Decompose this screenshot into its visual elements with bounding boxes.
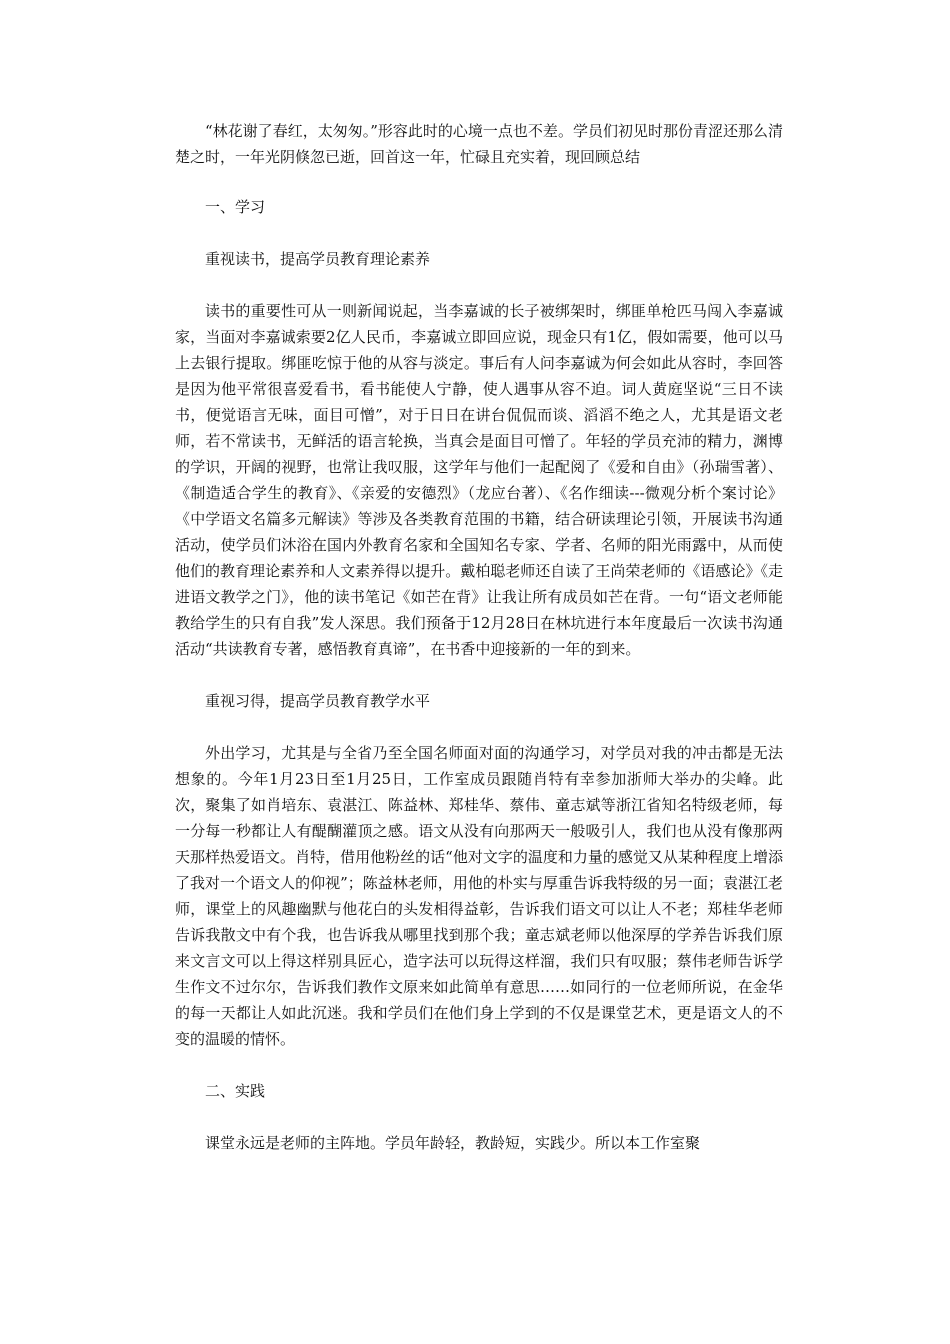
intro-paragraph: “林花谢了春红，太匆匆。”形容此时的心境一点也不差。学员们初见时那份青涩还那么清楚之时，一年光阴倏忽已逝，回首这一年，忙碌且充实着，现回顾总结 xyxy=(175,122,783,166)
subheading-reading: 重视读书，提高学员教育理论素养 xyxy=(205,250,431,268)
reading-paragraph: 读书的重要性可从一则新闻说起，当李嘉诚的长子被绑架时，绑匪单枪匹马闯入李嘉诚家，当面对李嘉诚索要2亿人民币，李嘉诚立即回应说，现金只有1亿，假如需要，他可以马上去银行提取。绑匪吃惊于他的从容与淡定。事后有人问李嘉诚为何会如此从容时，李回答是因为他平常很喜爱看书，看书能使人宁静，使人遇事从容不迫。词人黄庭坚说“三日不读书，便觉语言无味，面目可憎”，对于日日在讲台侃侃而谈、滔滔不绝之人，尤其是语文老师，若不常读书，无鲜活的语言轮换，当真会是面目可憎了。年轻的学员充沛的精力，渊博的学识，开阔的视野，也常让我叹服，这学年与他们一起配阅了《爱和自由》（孙瑞雪著）、《制造适合学生的教育》、《亲爱的安德烈》（龙应台著）、《名作细读---微观分析个案讨论》《中学语文名篇多元解读》等涉及各类教育范围的书籍，结合研读理论引领，开展读书沟通活动，使学员们沐浴在国内外教育名家和全国知名专家、学者、名师的阳光雨露中，从而使他们的教育理论素养和人文素养得以提升。戴柏聪老师还自读了王尚荣老师的《语感论》《走进语文教学之门》，他的读书笔记《如芒在背》让我让所有成员如芒在背。一句“语文老师能教给学生的只有自我”发人深思。我们预备于12月28日在林坑进行本年度最后一次读书沟通活动“共读教育专著，感悟教育真谛”，在书香中迎接新的一年的到来。 xyxy=(175,302,783,658)
subheading-learning: 重视习得，提高学员教育教学水平 xyxy=(205,692,431,710)
section-heading-study: 一、学习 xyxy=(205,198,266,216)
practice-paragraph: 课堂永远是老师的主阵地。学员年龄轻，教龄短，实践少。所以本工作室聚 xyxy=(205,1134,701,1152)
section-heading-practice: 二、实践 xyxy=(205,1082,266,1100)
learning-paragraph: 外出学习，尤其是与全省乃至全国名师面对面的沟通学习，对学员对我的冲击都是无法想象的。今年1月23日至1月25日，工作室成员跟随肖特有幸参加浙师大举办的尖峰。此次，聚集了如肖培东、袁湛江、陈益林、郑桂华、蔡伟、童志斌等浙江省知名特级老师，每一分每一秒都让人有醍醐灌顶之感。语文从没有向那两天一般吸引人，我们也从没有像那两天那样热爱语文。肖特，借用他粉丝的话“他对文字的温度和力量的感觉又从某种程度上增添了我对一个语文人的仰视”；陈益林老师，用他的朴实与厚重告诉我特级的另一面；袁湛江老师，课堂上的风趣幽默与他花白的头发相得益彰，告诉我们语文可以让人不老；郑桂华老师告诉我散文中有个我，也告诉我从哪里找到那个我；童志斌老师以他深厚的学养告诉我们原来文言文可以上得这样别具匠心，造字法可以玩得这样溜，我们只有叹服；蔡伟老师告诉学生作文不过尔尔，告诉我们教作文原来如此简单有意思……如同行的一位老师所说，在金华的每一天都让人如此沉迷。我和学员们在他们身上学到的不仅是课堂艺术，更是语文人的不变的温暖的情怀。 xyxy=(175,744,783,1048)
document-page xyxy=(175,118,783,1156)
